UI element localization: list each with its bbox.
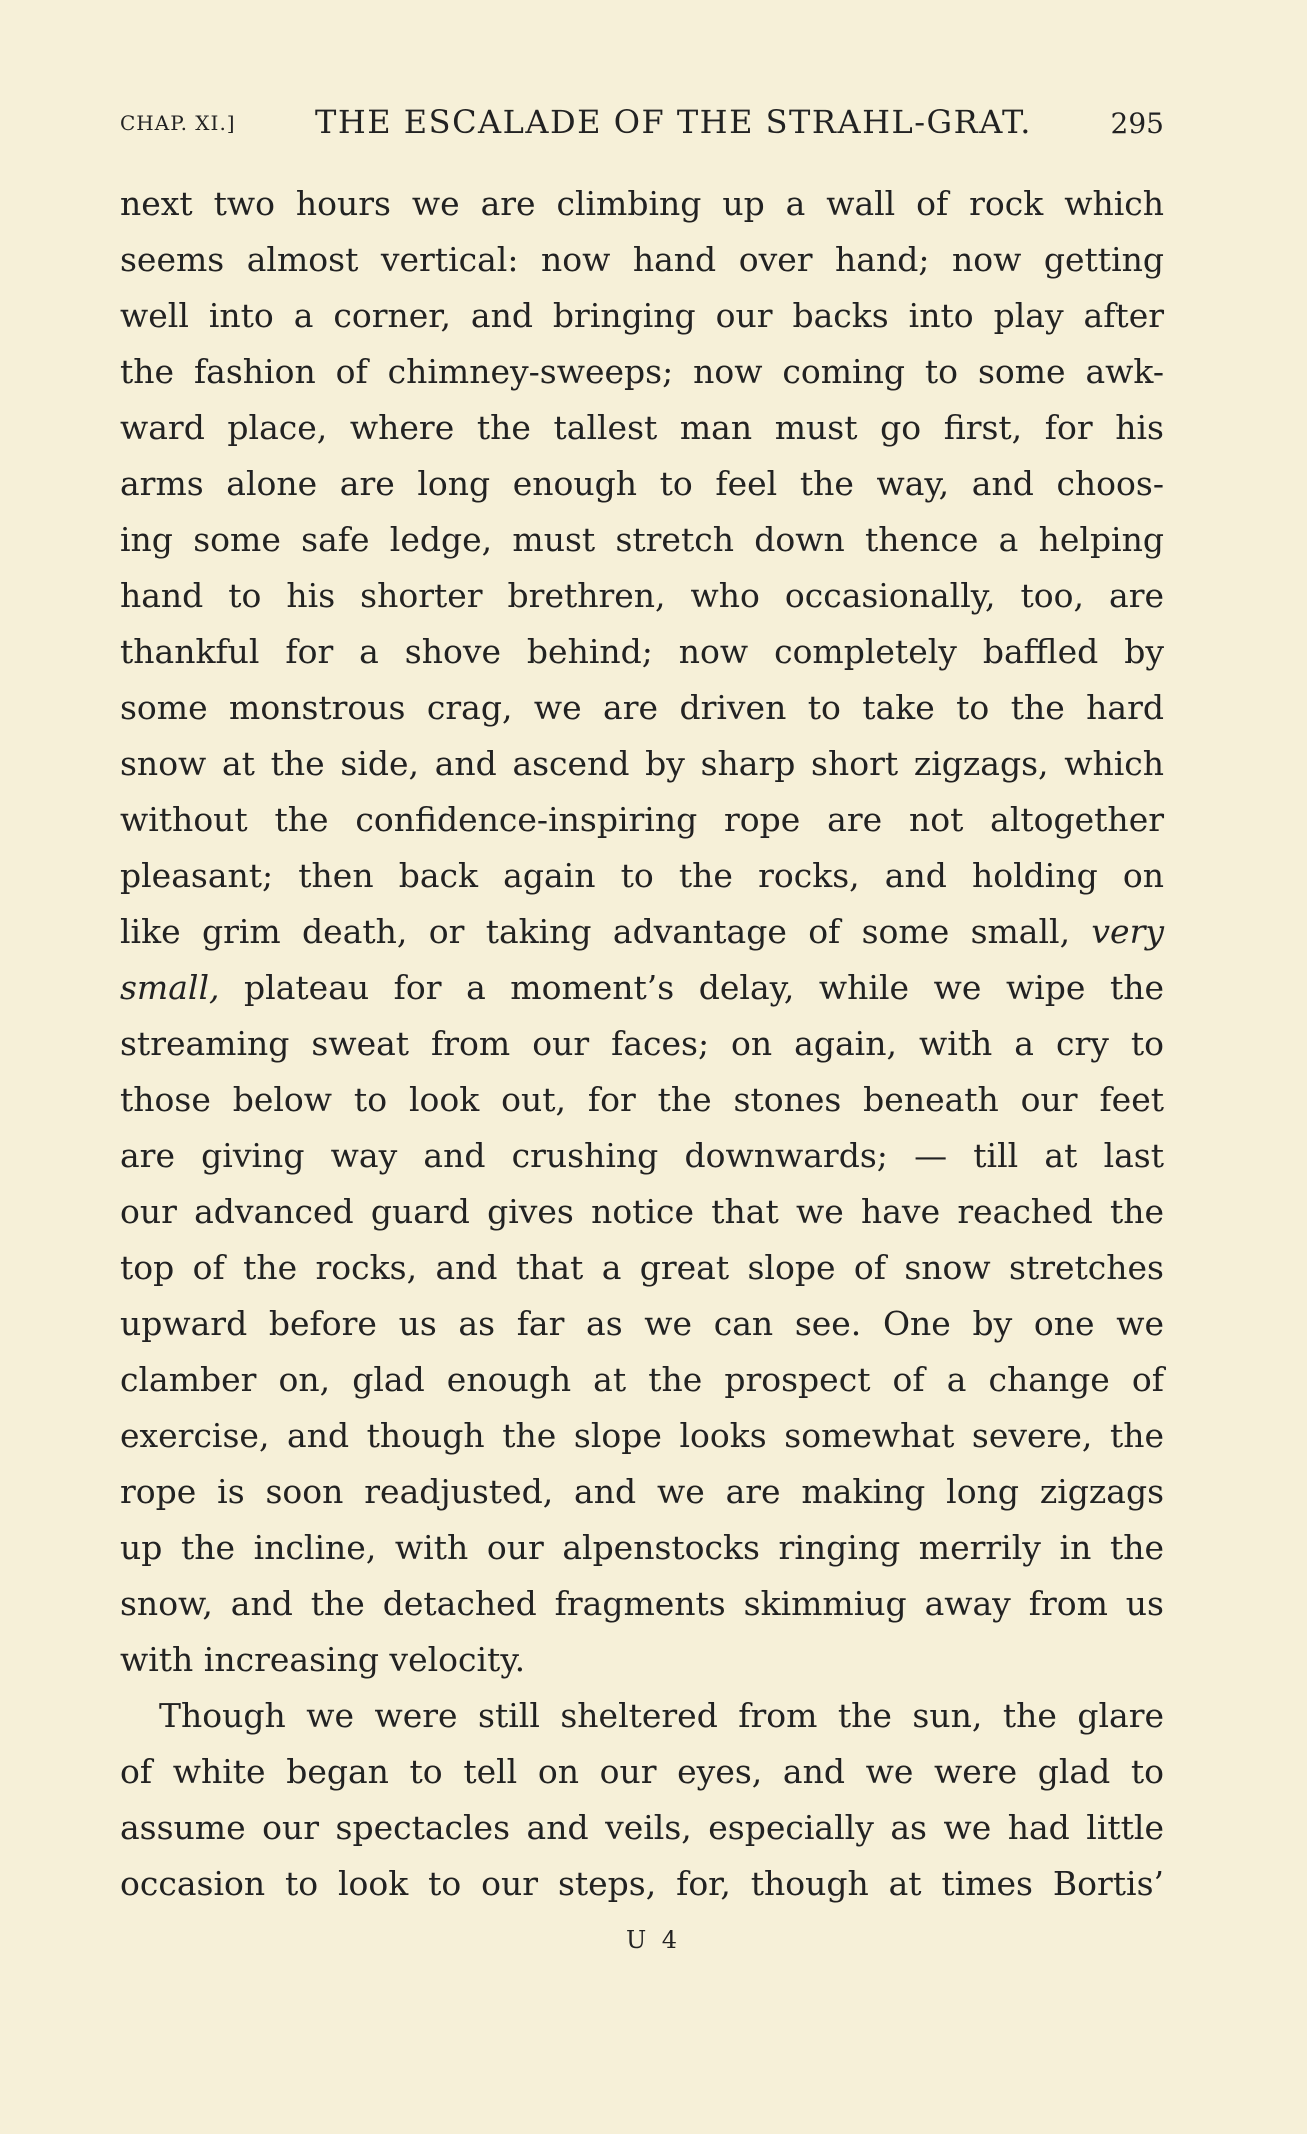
signature-mark: U 4 xyxy=(625,1926,682,1954)
text-line: rope is soon readjusted, and we are making long zigzags xyxy=(120,1472,1164,1511)
text-line: top of the rocks, and that a great slope of snow stretches xyxy=(120,1248,1164,1287)
text-line: arms alone are long enough to feel the way, and choos- xyxy=(120,464,1164,503)
text-line xyxy=(120,960,1164,1016)
text-line: snow at the side, and ascend by sharp short zigzags, which xyxy=(120,744,1164,783)
text-line: thankful for a shove behind; now completely baffled by xyxy=(120,632,1164,671)
text-span: plateau for a moment’s delay, while we wipe the xyxy=(219,968,1164,1007)
text-line xyxy=(120,904,1164,960)
text-line: without the confidence-inspiring rope are not altogether xyxy=(120,800,1164,839)
text-line: pleasant; then back again to the rocks, and holding on xyxy=(120,856,1164,895)
text-line: the fashion of chimney-sweeps; now coming to some awk- xyxy=(120,352,1164,391)
text-line: ward place, where the tallest man must go first, for his xyxy=(120,408,1164,447)
italic-emphasis: very xyxy=(1091,912,1164,951)
text-line: Though we were still sheltered from the sun, the glare xyxy=(159,1696,1164,1735)
page-number: 295 xyxy=(1110,107,1164,140)
running-title: THE ESCALADE OF THE STRAHL-GRAT. xyxy=(315,103,1032,141)
text-line: well into a corner, and bringing our backs into play after xyxy=(120,296,1164,335)
text-line: streaming sweat from our faces; on again, with a cry to xyxy=(120,1024,1164,1063)
text-line: of white began to tell on our eyes, and we were glad to xyxy=(120,1752,1164,1791)
text-line: exercise, and though the slope looks somewhat severe, the xyxy=(120,1416,1164,1455)
text-line: occasion to look to our steps, for, though at times Bortis’ xyxy=(120,1864,1164,1903)
text-span: like grim death, or taking advantage of some small, xyxy=(120,912,1092,951)
text-line: those below to look out, for the stones beneath our feet xyxy=(120,1080,1164,1119)
text-line: upward before us as far as we can see. One by one we xyxy=(120,1304,1164,1343)
chapter-label: CHAP. XI.] xyxy=(120,111,236,135)
text-line: seems almost vertical: now hand over hand; now getting xyxy=(120,240,1164,279)
text-line: ing some safe ledge, must stretch down thence a helping xyxy=(120,520,1164,559)
text-line: next two hours we are climbing up a wall of rock which xyxy=(120,184,1164,223)
text-line: our advanced guard gives notice that we have reached the xyxy=(120,1192,1164,1231)
italic-emphasis: small, xyxy=(120,968,220,1007)
text-line: hand to his shorter brethren, who occasionally, too, are xyxy=(120,576,1164,615)
text-line: some monstrous crag, we are driven to take to the hard xyxy=(120,688,1164,727)
text-line: with increasing velocity. xyxy=(120,1640,526,1679)
text-line: are giving way and crushing downwards; — till at last xyxy=(120,1136,1164,1175)
text-line: clamber on, glad enough at the prospect of a change of xyxy=(120,1360,1164,1399)
running-head xyxy=(120,103,1164,147)
text-line: snow, and the detached fragments skimmiug away from us xyxy=(120,1584,1164,1623)
body-text xyxy=(120,176,1164,1912)
text-line: assume our spectacles and veils, especially as we had little xyxy=(120,1808,1164,1847)
text-line: up the incline, with our alpenstocks ringing merrily in the xyxy=(120,1528,1164,1567)
